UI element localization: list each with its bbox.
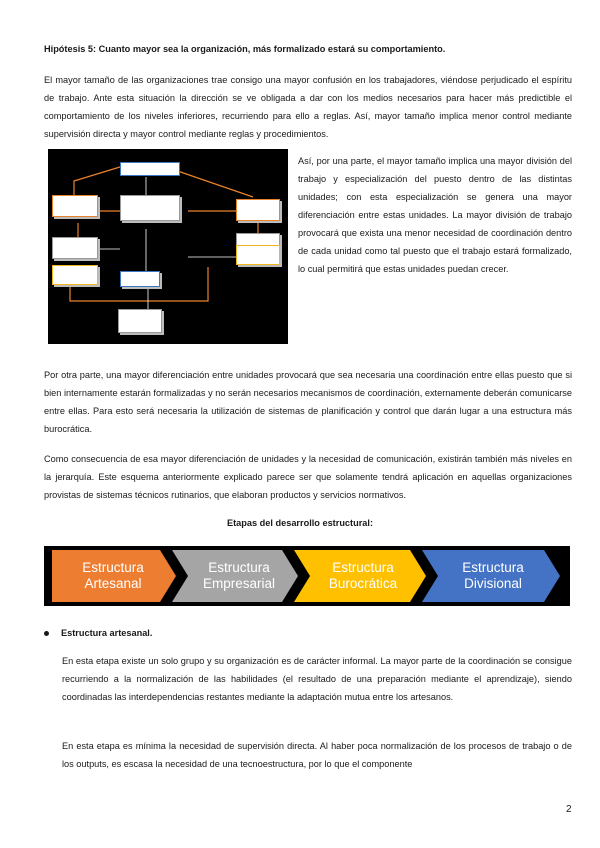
org-box-left-3: [52, 265, 98, 285]
org-box-right-1: [236, 199, 280, 221]
bullet-artesanal-title: Estructura artesanal.: [61, 628, 153, 638]
stages-diagram: [44, 546, 570, 606]
org-chart-image: [48, 149, 288, 344]
stage-burocratica-line2: Burocrática: [328, 576, 398, 591]
paragraph-size-confusion: El mayor tamaño de las organizaciones trae consigo una mayor confusión en los trabajadores, viéndose perjudicado el espíritu de trabajo. Ante esta situación la dirección se ve obligada a dar con los medios necesarios para hacer más predictible el comportamiento de los niveles inferiores, recurriendo para ello a reglas. Así, mayor tamaño implica menor control mediante supervisión directa y mayor control mediante reglas y procedimientos.: [44, 75, 572, 139]
paragraph-coordination: Por otra parte, una mayor diferenciación entre unidades provocará que sea necesaria una coordinación entre ellas puesto que si bien internamente estarán formalizadas y no serán necesarios mecanismos de coordinación, externamente deberán comunicarse entre ellas. Para esto será necesaria la utilización de sistemas de planificación y control que darán lugar a una estructura más burocrática.: [44, 370, 572, 434]
hypothesis-heading: Hipótesis 5: Cuanto mayor sea la organización, más formalizado estará su comportamiento.: [44, 44, 446, 54]
paragraph-division-of-work: Así, por una parte, el mayor tamaño implica una mayor división del trabajo y especialización del puesto dentro de las distintas unidades; con esta especialización se genera una mayor diferenciación entre estas unidades. La mayor división de trabajo provocará que exista una menor necesidad de coordinación dentro de cada unidad como tal puesto que el trabajo estará formalizado, lo cual permitirá que estas unidades puedan crecer.: [298, 156, 572, 274]
org-box-left-1: [52, 195, 98, 217]
bullet-artesanal: [44, 628, 152, 638]
paragraph-artesanal-supervision: En esta etapa es mínima la necesidad de supervisión directa. Al haber poca normalización de los procesos de trabajo o de los outputs, es escasa la necesidad de una tecnoestructura, por lo que el componente: [62, 741, 572, 769]
stage-empresarial: [186, 550, 292, 602]
stage-burocratica-line1: Estructura: [332, 560, 394, 575]
stage-divisional-line2: Divisional: [464, 576, 522, 591]
org-box-center: [120, 195, 180, 221]
page-number: 2: [566, 804, 572, 815]
stage-artesanal-line1: Estructura: [82, 560, 144, 575]
org-box-bottom: [118, 309, 162, 333]
stage-burocratica: [308, 550, 418, 602]
org-box-right-3: [236, 245, 280, 265]
stages-title: Etapas del desarrollo estructural:: [226, 518, 374, 528]
org-box-mid: [120, 271, 160, 287]
paragraph-hierarchy-levels: Como consecuencia de esa mayor diferenciación de unidades y la necesidad de comunicación, existirán también más niveles en la jerarquía. Este esquema anteriormente explicado parece ser que solamente tendrá aplicación en aquellas organizaciones provistas de sistemas técnicos rutinarios, que elaboran productos y servicios normativos.: [44, 454, 572, 500]
stage-artesanal-line2: Artesanal: [84, 576, 142, 591]
stage-divisional-line1: Estructura: [462, 560, 524, 575]
stage-empresarial-line1: Estructura: [208, 560, 270, 575]
stage-empresarial-line2: Empresarial: [202, 576, 276, 591]
bullet-dot-icon: [44, 631, 49, 636]
org-box-left-2: [52, 237, 98, 259]
stage-divisional: [436, 550, 550, 602]
stage-artesanal: [58, 550, 168, 602]
org-box-top: [120, 162, 180, 176]
paragraph-artesanal-group: En esta etapa existe un solo grupo y su organización es de carácter informal. La mayor parte de la coordinación se consigue recurriendo a la normalización de las habilidades (el resultado de una preparación mediante el aprendizaje), siendo coordinadas las interdependencias restantes mediante la adaptación mutua entre los artesanos.: [62, 656, 572, 702]
